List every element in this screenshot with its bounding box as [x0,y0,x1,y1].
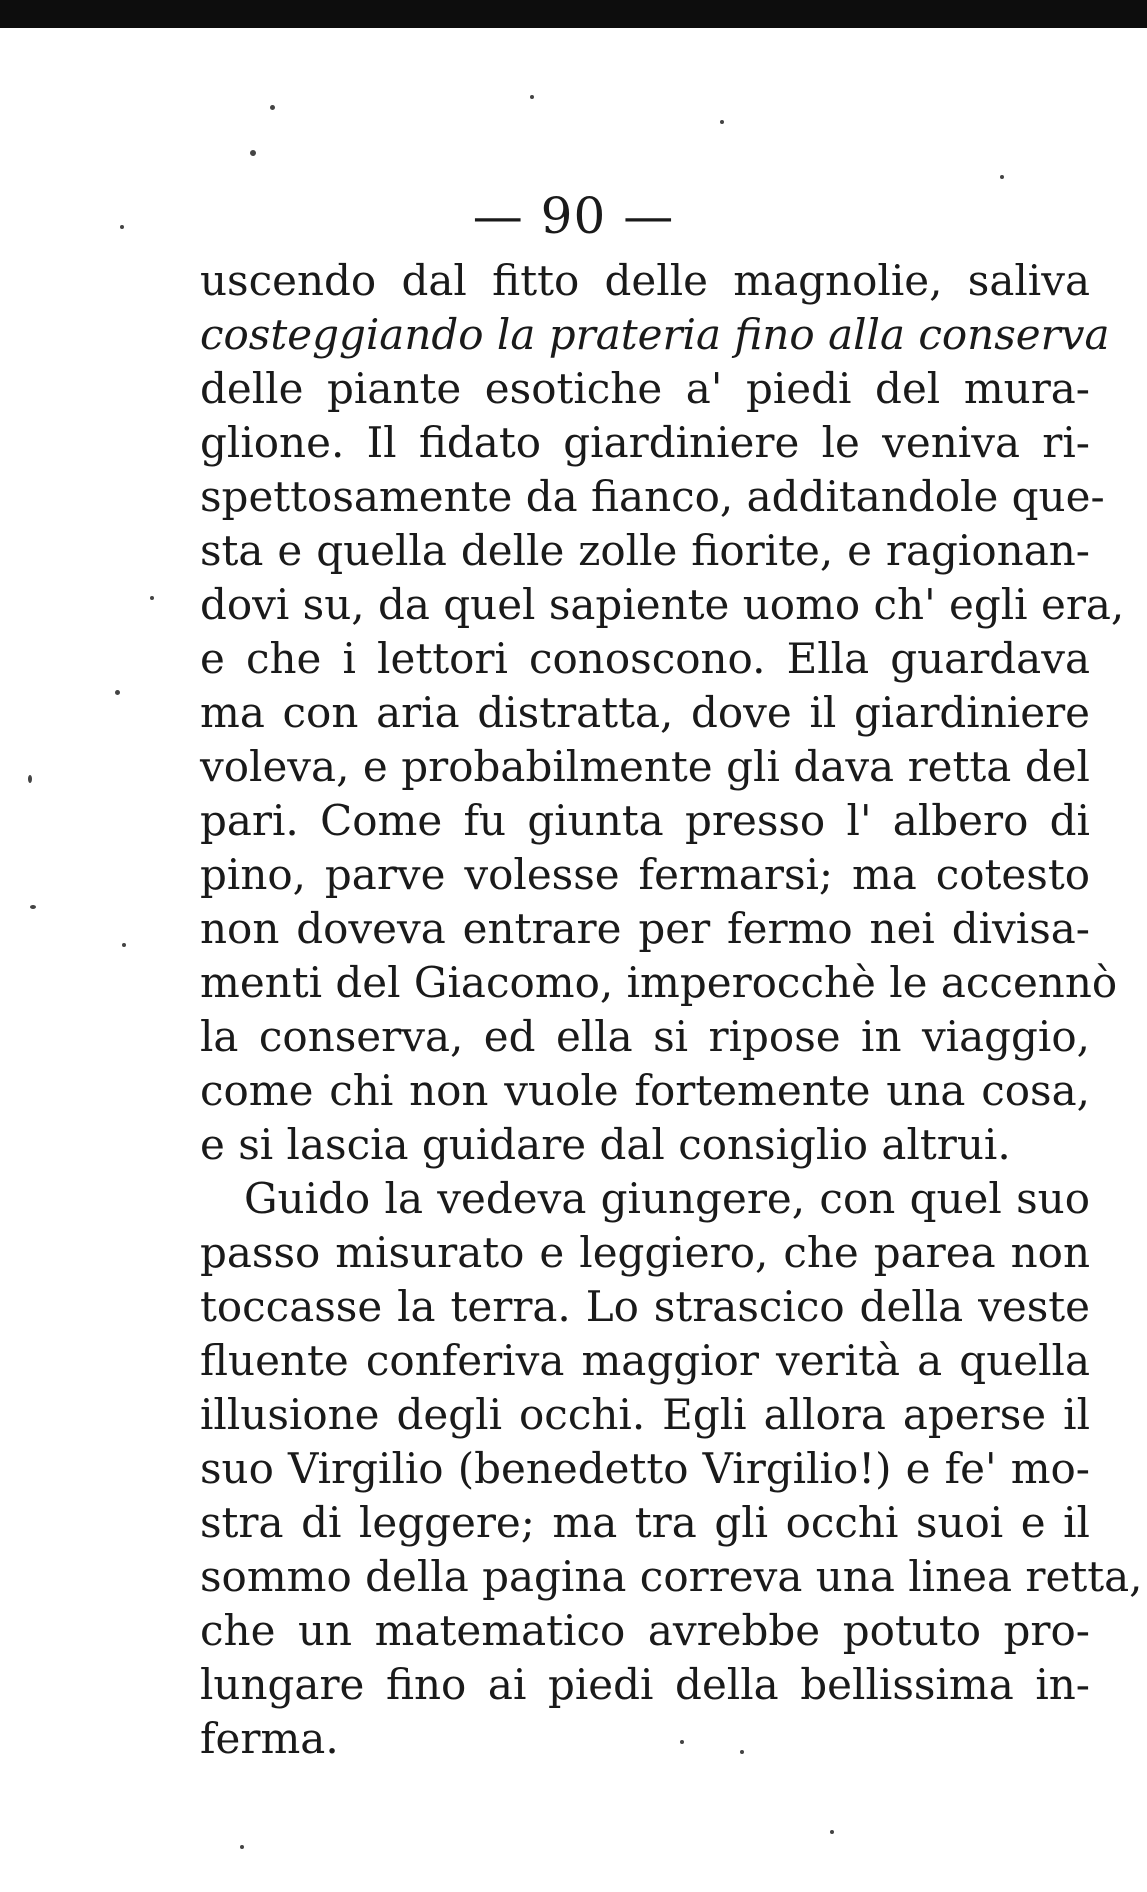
text-line: illusione degli occhi. Egli allora aperse il [200,1390,1090,1439]
text-line: glione. Il fidato giardiniere le veniva ri- [200,418,1090,467]
scan-speck [240,1845,244,1849]
text-line: sommo della pagina correva una linea retta, [200,1552,1143,1601]
text-line: come chi non vuole fortemente una cosa, [200,1066,1090,1115]
scan-speck [740,1750,744,1754]
text-line: pari. Come fu giunta presso l' albero di [200,796,1090,845]
text-line: lungare fino ai piedi della bellissima in- [200,1660,1090,1709]
page-number: — 90 — [472,187,675,245]
text-line: costeggiando la prateria fino alla conserva [200,310,1110,359]
scan-top-border [0,0,1147,28]
scan-speck [530,95,534,99]
text-line: uscendo dal fitto delle magnolie, saliva [200,256,1090,305]
scan-speck [120,225,124,229]
text-line: passo misurato e leggiero, che parea non [200,1228,1090,1277]
text-line: ma con aria distratta, dove il giardiniere [200,688,1090,737]
scan-speck [150,596,154,600]
text-line: toccasse la terra. Lo strascico della veste [200,1282,1090,1331]
text-line: che un matematico avrebbe potuto pro- [200,1606,1090,1655]
scan-speck [680,1740,684,1744]
scan-speck [250,150,256,156]
text-line: e che i lettori conoscono. Ella guardava [200,634,1090,683]
scan-speck [830,1830,834,1834]
page-body [200,254,1143,1766]
text-line: Guido la vedeva giungere, con quel suo [244,1174,1090,1223]
paragraph-1 [200,254,1125,1172]
scan-speck [720,120,724,124]
text-line: stra di leggere; ma tra gli occhi suoi e il [200,1498,1090,1547]
scan-speck [1000,175,1004,179]
text-line: suo Virgilio (benedetto Virgilio!) e fe' mo- [200,1444,1090,1493]
text-line: ferma. [200,1714,339,1763]
text-line: e si lascia guidare dal consiglio altrui. [200,1120,1011,1169]
text-line: menti del Giacomo, imperocchè le accennò [200,958,1118,1007]
text-line: voleva, e probabilmente gli dava retta del [200,742,1090,791]
text-line: sta e quella delle zolle fiorite, e ragionan- [200,526,1090,575]
text-line: la conserva, ed ella si ripose in viaggio, [200,1012,1090,1061]
scan-speck [122,943,126,947]
text-line: non doveva entrare per fermo nei divisa- [200,904,1090,953]
scan-speck [115,690,120,695]
scan-speck [28,775,32,783]
text-line: delle piante esotiche a' piedi del mura- [200,364,1090,413]
scan-speck [30,905,36,909]
text-line: fluente conferiva maggior verità a quella [200,1336,1090,1385]
text-line: dovi su, da quel sapiente uomo ch' egli era, [200,580,1125,629]
scan-speck [270,105,275,110]
text-line: spettosamente da fianco, additandole que- [200,472,1105,521]
paragraph-2 [200,1172,1143,1766]
text-line: pino, parve volesse fermarsi; ma cotesto [200,850,1090,899]
